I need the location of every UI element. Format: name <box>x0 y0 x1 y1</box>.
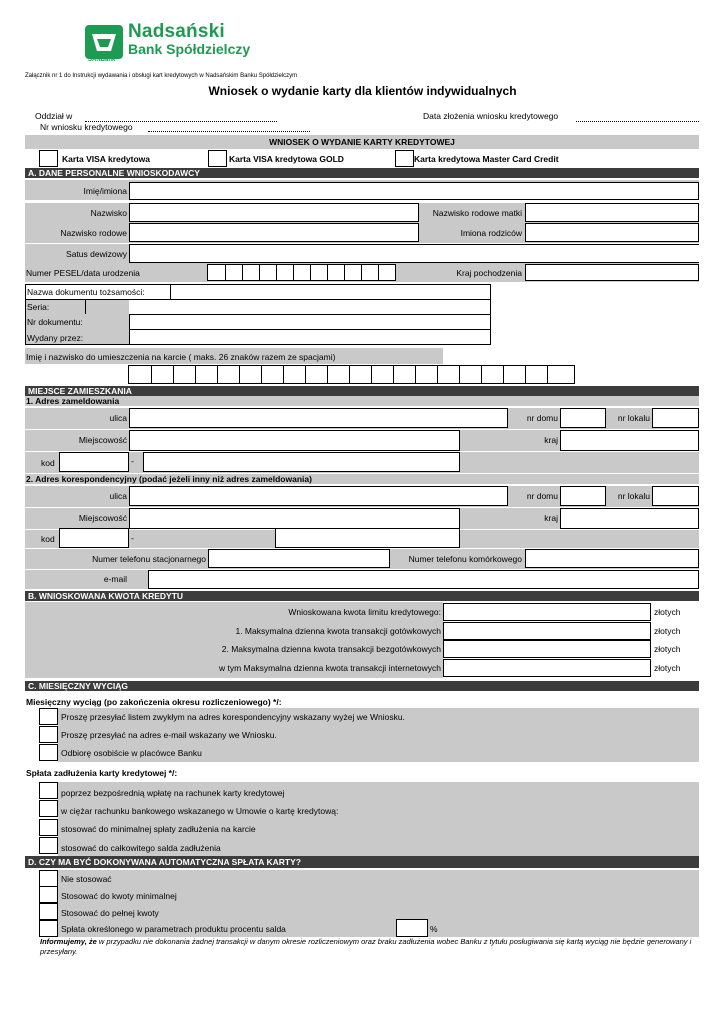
country-label: kraj <box>544 513 558 523</box>
residence-status-input[interactable] <box>129 244 699 263</box>
house-no-label: nr domu <box>526 491 558 501</box>
currency-label: złotych <box>654 607 681 617</box>
pesel-label: Numer PESEL/data urodzenia <box>26 268 140 278</box>
mother-maiden-label: Nazwisko rodowe matki <box>432 208 522 218</box>
cash-limit-input[interactable] <box>443 622 651 640</box>
first-names-input[interactable] <box>129 182 699 200</box>
date-field[interactable] <box>576 121 699 122</box>
card-visa-label: Karta VISA kredytowa <box>62 154 151 164</box>
card-section-title: WNIOSEK O WYDANIE KARTY KREDYTOWEJ <box>269 137 455 147</box>
house-no-label: nr domu <box>526 413 558 423</box>
postcode-label: kod <box>41 534 55 544</box>
postcode-dash: - <box>131 533 134 543</box>
landline-label: Numer telefonu stacjonarnego <box>92 554 206 564</box>
bank-logo-icon <box>85 25 123 59</box>
card-name-input[interactable] <box>128 365 575 384</box>
postcode-part2-input[interactable] <box>143 452 460 472</box>
repay-account-label: w ciężar rachunku bankowego wskazanego w Umowie o kartę kredytową: <box>61 806 339 816</box>
cash-limit-label: 1. Maksymalna dzienna kwota transakcji gotówkowych <box>235 626 441 636</box>
autopay-none-checkbox[interactable] <box>39 870 58 887</box>
card-section-header <box>25 135 699 149</box>
autopay-minimum-label: Stosować do kwoty minimalnej <box>61 891 177 901</box>
number-label: Nr wniosku kredytowego <box>40 122 133 132</box>
section-a-header: A. DANE PERSONALNE WNIOSKODAWCY <box>25 168 699 178</box>
card-visa-gold-label: Karta VISA kredytowa GOLD <box>229 154 344 164</box>
doc-name-label: Nazwa dokumentu tożsamości: <box>27 287 145 297</box>
mobile-input[interactable] <box>525 549 699 568</box>
postcode-part1-input[interactable] <box>59 528 129 548</box>
currency-label: złotych <box>654 626 681 636</box>
landline-input[interactable] <box>208 549 390 568</box>
repay-full-checkbox[interactable] <box>39 837 58 854</box>
statement-mail-label: Proszę przesyłać listem zwykłym na adres korespondencyjny wskazany wyżej we Wniosku. <box>61 712 405 722</box>
card-visa-checkbox[interactable] <box>39 150 58 167</box>
registered-address-title: 1. Adres zameldowania <box>26 396 120 406</box>
autopay-full-checkbox[interactable] <box>39 903 58 920</box>
bank-name-sub: Bank Spółdzielczy <box>128 41 251 57</box>
autopay-percent-input[interactable] <box>396 919 428 937</box>
country-origin-label: Kraj pochodzenia <box>456 268 522 278</box>
correspondence-address-title: 2. Adres korespondencyjny (podać jeżeli inny niż adres zameldowania) <box>26 474 312 484</box>
flat-no-input[interactable] <box>652 486 699 506</box>
flat-no-input[interactable] <box>652 408 699 428</box>
mother-maiden-input[interactable] <box>525 203 699 222</box>
flat-no-label: nr lokalu <box>617 491 650 501</box>
postcode-part2-input[interactable] <box>275 528 460 548</box>
surname-label: Nazwisko <box>90 208 127 218</box>
family-name-input[interactable] <box>129 223 419 242</box>
statement-email-label: Proszę przesyłać na adres e-mail wskazany we Wniosku. <box>61 730 277 740</box>
postcode-label: kod <box>41 458 55 468</box>
bank-name: Nadsański <box>128 21 225 42</box>
email-input[interactable] <box>148 570 699 589</box>
repay-minimum-label: stosować do minimalnej spłaty zadłużenia na karcie <box>61 824 256 834</box>
doc-number-label: Nr dokumentu: <box>27 317 83 327</box>
parents-names-label: Imiona rodziców <box>460 228 522 238</box>
house-no-input[interactable] <box>560 408 606 428</box>
section-c-header: C. MIESIĘCZNY WYCIĄG <box>25 681 699 691</box>
currency-label: złotych <box>654 663 681 673</box>
residence-sub1-row <box>25 396 699 406</box>
statement-mail-checkbox[interactable] <box>39 708 58 725</box>
page-title: Wniosek o wydanie karty dla klientów indywidualnych <box>208 84 517 98</box>
doc-number-input[interactable] <box>130 315 490 329</box>
postcode-part1-input[interactable] <box>59 452 129 472</box>
credit-limit-input[interactable] <box>443 603 651 621</box>
date-label: Data złożenia wniosku kredytowego <box>423 111 559 121</box>
card-mastercard-label: Karta kredytowa Master Card Credit <box>414 154 559 164</box>
doc-series-input[interactable] <box>86 300 490 314</box>
autopay-full-label: Stosować do pełnej kwoty <box>61 908 159 918</box>
pesel-input[interactable] <box>207 264 396 281</box>
street-label: ulica <box>109 491 127 501</box>
house-no-input[interactable] <box>560 486 606 506</box>
branch-label: Oddział w <box>35 111 73 121</box>
credit-limit-label: Wnioskowana kwota limitu kredytowego: <box>288 607 441 617</box>
residence-header: MIEJSCE ZAMIESZKANIA <box>25 386 699 396</box>
bank-short-name: SANBank <box>88 57 116 63</box>
internet-limit-label: w tym Maksymalna dzienna kwota transakcji internetowych <box>218 663 441 673</box>
section-b-header: B. WNIOSKOWANA KWOTA KREDYTU <box>25 591 699 601</box>
doc-issuer-label: Wydany przez: <box>27 333 84 343</box>
statement-branch-label: Odbiorę osobiście w placówce Banku <box>61 748 202 758</box>
city-label: Miejscowość <box>78 435 127 445</box>
footer-note-text: w przypadku nie dokonania żadnej transakcji w danym okresie rozliczeniowym oraz braku zadłużenia wobec Banku z tytułu posługiwania się kartą wyciąg nie będzie generowany i przesyłany. <box>40 937 692 956</box>
cashless-limit-input[interactable] <box>443 640 651 658</box>
country-label: kraj <box>544 435 558 445</box>
city-input[interactable] <box>129 430 460 451</box>
annex-note: Załącznik nr 1 do Instrukcji wydawania i obsługi kart kredytowych w Nadsańskim Banku Spółdzielczym <box>25 73 298 79</box>
street-label: ulica <box>109 413 127 423</box>
country-origin-input[interactable] <box>525 264 699 281</box>
repay-minimum-checkbox[interactable] <box>39 819 58 836</box>
doc-series-label: Seria: <box>27 302 50 312</box>
footer-note-emphasis: Informujemy, że <box>40 937 97 946</box>
street-input[interactable] <box>129 408 508 428</box>
family-name-label: Nazwisko rodowe <box>60 228 127 238</box>
repay-full-label: stosować do całkowitego salda zadłużenia <box>61 843 221 853</box>
card-name-label: Imię i nazwisko do umieszczenia na karcie ( maks. 26 znaków razem ze spacjami) <box>26 352 336 362</box>
cashless-limit-label: 2. Maksymalna dzienna kwota transakcji bezgotówkowych <box>221 644 441 654</box>
repay-account-checkbox[interactable] <box>39 800 58 817</box>
card-visa-gold-checkbox[interactable] <box>208 150 227 167</box>
street-input[interactable] <box>129 486 508 506</box>
doc-issuer-input[interactable] <box>130 330 490 344</box>
country-input[interactable] <box>560 430 699 451</box>
percent-sign: % <box>430 924 438 934</box>
country-input[interactable] <box>560 508 699 529</box>
city-input[interactable] <box>129 508 460 529</box>
flat-no-label: nr lokalu <box>617 413 650 423</box>
autopay-minimum-checkbox[interactable] <box>39 886 58 903</box>
parents-names-input[interactable] <box>525 223 699 242</box>
statement-email-checkbox[interactable] <box>39 726 58 743</box>
residence-status-label: Satus dewizowy <box>66 249 127 259</box>
number-field[interactable] <box>148 131 310 132</box>
doc-name-input[interactable] <box>171 285 490 299</box>
mobile-label: Numer telefonu komórkowego <box>408 554 522 564</box>
autopay-percent-checkbox[interactable] <box>39 920 58 937</box>
first-names-label: Imię/imiona <box>83 186 127 196</box>
repay-direct-checkbox[interactable] <box>39 782 58 799</box>
email-label: e-mail <box>103 574 127 584</box>
surname-input[interactable] <box>129 203 419 222</box>
card-mastercard-checkbox[interactable] <box>395 150 414 167</box>
repayment-label: Spłata zadłużenia karty kredytowej */: <box>26 768 178 778</box>
autopay-percent-label: Spłata określonego w parametrach produktu procentu salda <box>61 924 286 934</box>
internet-limit-input[interactable] <box>443 659 651 677</box>
currency-label: złotych <box>654 644 681 654</box>
city-label: Miejscowość <box>78 513 127 523</box>
repay-direct-label: poprzez bezpośrednią wpłatę na rachunek karty kredytowej <box>61 788 285 798</box>
section-d-header: D. CZY MA BYĆ DOKONYWANA AUTOMATYCZNA SPŁATA KARTY? <box>25 856 699 868</box>
postcode-dash: - <box>131 456 134 466</box>
statement-label: Miesięczny wyciąg (po zakończenia okresu rozliczeniowego) */: <box>26 697 282 707</box>
footer-note <box>40 937 700 957</box>
statement-branch-checkbox[interactable] <box>39 744 58 761</box>
autopay-none-label: Nie stosować <box>61 874 112 884</box>
